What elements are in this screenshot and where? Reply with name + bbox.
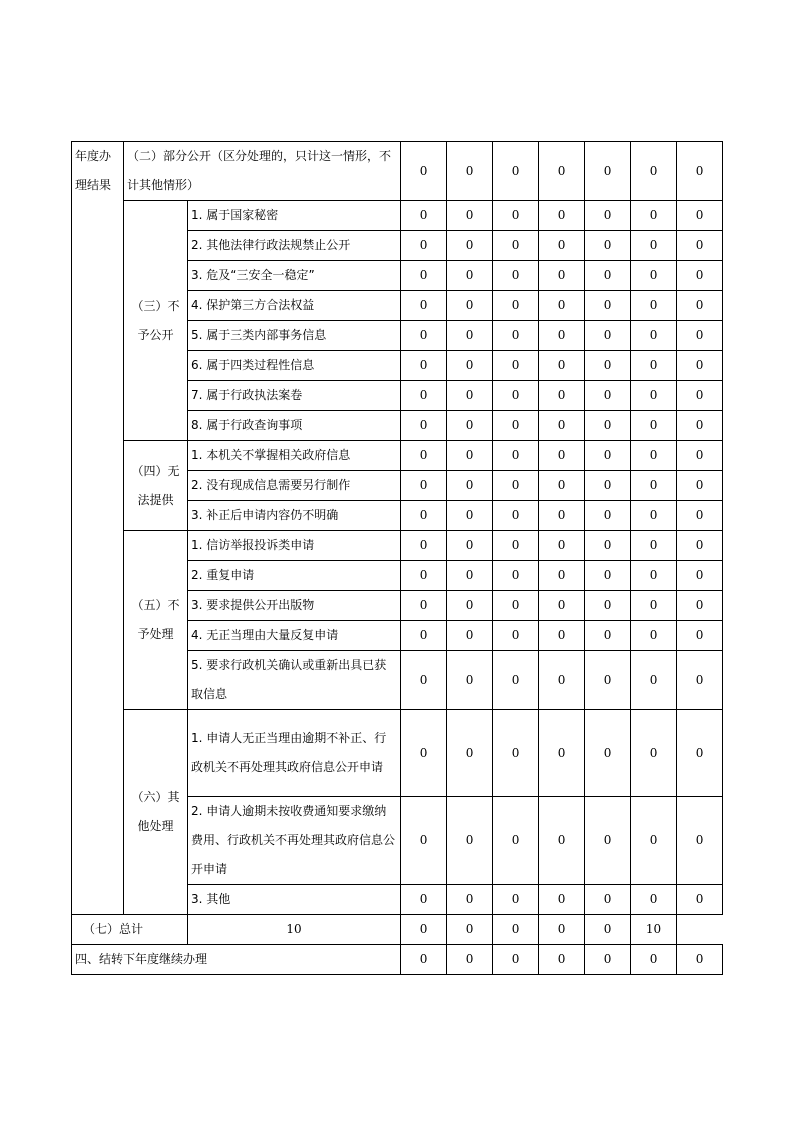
row-label: 5. 要求行政机关确认或重新出具已获取信息 — [188, 651, 401, 710]
row-label: 7. 属于行政执法案卷 — [188, 381, 401, 411]
value-cell: 0 — [539, 471, 585, 501]
carryover-value-cell: 0 — [677, 945, 723, 975]
value-cell: 0 — [677, 351, 723, 381]
value-cell: 0 — [447, 142, 493, 201]
value-cell: 0 — [631, 651, 677, 710]
total-value-cell: 0 — [447, 915, 493, 945]
value-cell: 0 — [677, 441, 723, 471]
value-cell: 0 — [493, 591, 539, 621]
value-cell: 0 — [585, 441, 631, 471]
value-cell: 0 — [401, 321, 447, 351]
value-cell: 0 — [677, 411, 723, 441]
value-cell: 0 — [493, 710, 539, 797]
value-cell: 0 — [539, 201, 585, 231]
value-cell: 0 — [631, 201, 677, 231]
value-cell: 0 — [539, 710, 585, 797]
value-cell: 0 — [447, 531, 493, 561]
value-cell: 0 — [631, 381, 677, 411]
value-cell: 0 — [677, 561, 723, 591]
value-cell: 0 — [401, 291, 447, 321]
value-cell: 0 — [493, 471, 539, 501]
row-label: 3. 补正后申请内容仍不明确 — [188, 501, 401, 531]
value-cell: 0 — [539, 261, 585, 291]
value-cell: 0 — [401, 621, 447, 651]
value-cell: 0 — [677, 621, 723, 651]
disclosure-results-table — [71, 141, 723, 975]
value-cell: 0 — [401, 531, 447, 561]
value-cell: 0 — [677, 531, 723, 561]
value-cell: 0 — [401, 201, 447, 231]
value-cell: 0 — [447, 561, 493, 591]
value-cell: 0 — [677, 261, 723, 291]
row-label: 4. 保护第三方合法权益 — [188, 291, 401, 321]
value-cell: 0 — [493, 411, 539, 441]
value-cell: 0 — [677, 710, 723, 797]
value-cell: 0 — [447, 441, 493, 471]
value-cell: 0 — [677, 501, 723, 531]
value-cell: 0 — [493, 201, 539, 231]
value-cell: 0 — [539, 561, 585, 591]
value-cell: 0 — [493, 797, 539, 885]
value-cell: 0 — [677, 651, 723, 710]
value-cell: 0 — [493, 142, 539, 201]
value-cell: 0 — [539, 321, 585, 351]
value-cell: 0 — [539, 381, 585, 411]
value-cell: 0 — [539, 797, 585, 885]
value-cell: 0 — [447, 651, 493, 710]
value-cell: 0 — [447, 471, 493, 501]
table-row — [72, 710, 723, 797]
value-cell: 0 — [585, 797, 631, 885]
value-cell: 0 — [585, 651, 631, 710]
value-cell: 0 — [539, 591, 585, 621]
value-cell: 0 — [585, 321, 631, 351]
value-cell: 0 — [631, 231, 677, 261]
value-cell: 0 — [585, 381, 631, 411]
value-cell: 0 — [631, 321, 677, 351]
carryover-value-cell: 0 — [585, 945, 631, 975]
value-cell: 0 — [493, 621, 539, 651]
row-label: 8. 属于行政查询事项 — [188, 411, 401, 441]
table-row-partial-disclosure — [72, 142, 723, 201]
row-label: 2. 申请人逾期未按收费通知要求缴纳费用、行政机关不再处理其政府信息公开申请 — [188, 797, 401, 885]
value-cell: 0 — [631, 885, 677, 915]
value-cell: 0 — [401, 351, 447, 381]
value-cell: 0 — [631, 710, 677, 797]
value-cell: 0 — [539, 621, 585, 651]
value-cell: 0 — [585, 142, 631, 201]
carryover-value-cell: 0 — [447, 945, 493, 975]
value-cell: 0 — [585, 501, 631, 531]
value-cell: 0 — [493, 381, 539, 411]
value-cell: 0 — [585, 261, 631, 291]
value-cell: 0 — [585, 621, 631, 651]
value-cell: 0 — [585, 710, 631, 797]
row-label: 1. 信访举报投诉类申请 — [188, 531, 401, 561]
value-cell: 0 — [677, 471, 723, 501]
total-value-cell: 0 — [493, 915, 539, 945]
value-cell: 0 — [447, 321, 493, 351]
value-cell: 0 — [493, 501, 539, 531]
value-cell: 0 — [401, 411, 447, 441]
value-cell: 0 — [631, 471, 677, 501]
value-cell: 0 — [539, 291, 585, 321]
value-cell: 0 — [631, 591, 677, 621]
value-cell: 0 — [493, 261, 539, 291]
total-value-cell: 0 — [585, 915, 631, 945]
value-cell: 0 — [401, 142, 447, 201]
value-cell: 0 — [401, 797, 447, 885]
row-label: 1. 属于国家秘密 — [188, 201, 401, 231]
table-row — [72, 531, 723, 561]
value-cell: 0 — [401, 261, 447, 291]
table-row — [72, 441, 723, 471]
total-value-cell: 10 — [631, 915, 677, 945]
row-label: 4. 无正当理由大量反复申请 — [188, 621, 401, 651]
table-body — [72, 142, 723, 915]
row-label: 2. 重复申请 — [188, 561, 401, 591]
value-cell: 0 — [493, 441, 539, 471]
category-label: （六）其他处理 — [124, 710, 188, 915]
value-cell: 0 — [631, 411, 677, 441]
value-cell: 0 — [631, 621, 677, 651]
value-cell: 0 — [631, 441, 677, 471]
value-cell: 0 — [585, 885, 631, 915]
row-label: 6. 属于四类过程性信息 — [188, 351, 401, 381]
value-cell: 0 — [539, 531, 585, 561]
total-label: （七）总计 — [83, 922, 144, 936]
value-cell: 0 — [493, 351, 539, 381]
value-cell: 0 — [677, 321, 723, 351]
value-cell: 0 — [493, 321, 539, 351]
value-cell: 0 — [677, 885, 723, 915]
value-cell: 0 — [401, 441, 447, 471]
value-cell: 0 — [677, 797, 723, 885]
value-cell: 0 — [539, 411, 585, 441]
value-cell: 0 — [401, 561, 447, 591]
value-cell: 0 — [539, 351, 585, 381]
value-cell: 0 — [677, 291, 723, 321]
table-footer — [72, 915, 723, 975]
category-label: （五）不予处理 — [124, 531, 188, 710]
value-cell: 0 — [677, 231, 723, 261]
value-cell: 0 — [539, 501, 585, 531]
row-label: 1. 申请人无正当理由逾期不补正、行政机关不再处理其政府信息公开申请 — [188, 710, 401, 797]
value-cell: 0 — [493, 885, 539, 915]
annual-results-label: 年度办理结果 — [72, 142, 124, 915]
row-label: （二）部分公开（区分处理的，只计这一情形，不计其他情形） — [124, 142, 401, 201]
value-cell: 0 — [585, 201, 631, 231]
value-cell: 0 — [539, 142, 585, 201]
value-cell: 0 — [585, 591, 631, 621]
total-value-cell: 0 — [401, 915, 447, 945]
table-row-carryover — [72, 945, 723, 975]
value-cell: 0 — [447, 201, 493, 231]
value-cell: 0 — [631, 797, 677, 885]
table-row — [72, 201, 723, 231]
value-cell: 0 — [447, 501, 493, 531]
category-label: （四）无法提供 — [124, 441, 188, 531]
value-cell: 0 — [447, 381, 493, 411]
value-cell: 0 — [447, 411, 493, 441]
value-cell: 0 — [631, 531, 677, 561]
value-cell: 0 — [631, 261, 677, 291]
value-cell: 0 — [447, 710, 493, 797]
row-label: 3. 要求提供公开出版物 — [188, 591, 401, 621]
value-cell: 0 — [447, 797, 493, 885]
table-row-total — [72, 915, 723, 945]
value-cell: 0 — [401, 381, 447, 411]
value-cell: 0 — [539, 441, 585, 471]
value-cell: 0 — [401, 471, 447, 501]
value-cell: 0 — [585, 561, 631, 591]
total-value-cell: 10 — [188, 915, 401, 945]
value-cell: 0 — [447, 591, 493, 621]
carryover-value-cell: 0 — [401, 945, 447, 975]
value-cell: 0 — [493, 291, 539, 321]
value-cell: 0 — [493, 531, 539, 561]
row-label: 5. 属于三类内部事务信息 — [188, 321, 401, 351]
value-cell: 0 — [401, 231, 447, 261]
value-cell: 0 — [585, 411, 631, 441]
value-cell: 0 — [677, 142, 723, 201]
row-label: 3. 其他 — [188, 885, 401, 915]
value-cell: 0 — [631, 142, 677, 201]
carryover-value-cell: 0 — [631, 945, 677, 975]
category-label: （三）不予公开 — [124, 201, 188, 441]
row-label: 3. 危及“三安全一稳定” — [188, 261, 401, 291]
value-cell: 0 — [585, 351, 631, 381]
value-cell: 0 — [677, 381, 723, 411]
value-cell: 0 — [401, 710, 447, 797]
value-cell: 0 — [401, 501, 447, 531]
row-label: 2. 没有现成信息需要另行制作 — [188, 471, 401, 501]
value-cell: 0 — [493, 231, 539, 261]
value-cell: 0 — [401, 591, 447, 621]
value-cell: 0 — [493, 561, 539, 591]
value-cell: 0 — [631, 561, 677, 591]
total-value-cell: 0 — [539, 915, 585, 945]
value-cell: 0 — [585, 531, 631, 561]
carryover-value-cell: 0 — [493, 945, 539, 975]
row-label: 1. 本机关不掌握相关政府信息 — [188, 441, 401, 471]
value-cell: 0 — [447, 291, 493, 321]
value-cell: 0 — [401, 651, 447, 710]
value-cell: 0 — [447, 621, 493, 651]
carryover-value-cell: 0 — [539, 945, 585, 975]
value-cell: 0 — [539, 651, 585, 710]
carryover-label: 四、结转下年度继续办理 — [72, 945, 401, 975]
value-cell: 0 — [677, 201, 723, 231]
value-cell: 0 — [539, 231, 585, 261]
value-cell: 0 — [401, 885, 447, 915]
value-cell: 0 — [493, 651, 539, 710]
value-cell: 0 — [585, 471, 631, 501]
value-cell: 0 — [447, 231, 493, 261]
value-cell: 0 — [447, 351, 493, 381]
value-cell: 0 — [631, 501, 677, 531]
row-label: 2. 其他法律行政法规禁止公开 — [188, 231, 401, 261]
value-cell: 0 — [539, 885, 585, 915]
value-cell: 0 — [631, 351, 677, 381]
value-cell: 0 — [631, 291, 677, 321]
value-cell: 0 — [447, 261, 493, 291]
value-cell: 0 — [677, 591, 723, 621]
value-cell: 0 — [585, 231, 631, 261]
value-cell: 0 — [447, 885, 493, 915]
value-cell: 0 — [585, 291, 631, 321]
